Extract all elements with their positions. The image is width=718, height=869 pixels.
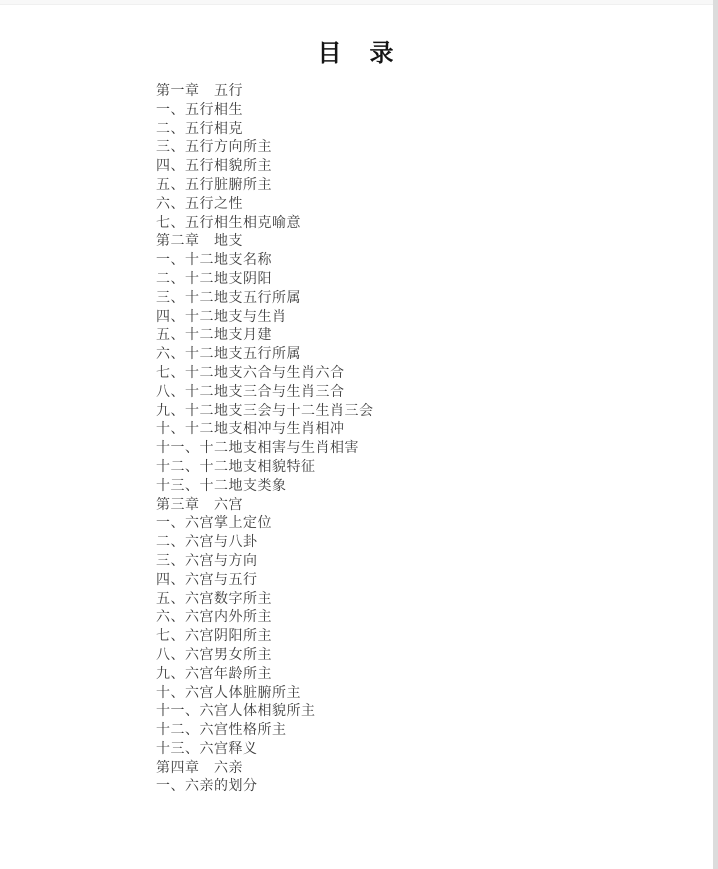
toc-item-line: 六、五行之性 <box>156 196 243 212</box>
toc-item-line: 四、五行相貌所主 <box>156 159 272 175</box>
toc-chapter-line: 第一章 五行 <box>156 84 243 99</box>
toc-item-line: 十一、十二地支相害与生肖相害 <box>156 441 359 457</box>
toc-item-line: 十三、六宫释义 <box>156 741 258 757</box>
toc-item-line: 五、五行脏腑所主 <box>156 177 272 193</box>
toc-item-line: 七、六宫阴阳所主 <box>156 629 272 645</box>
toc-item-line: 四、六宫与五行 <box>156 572 258 588</box>
toc-item-line: 五、六宫数字所主 <box>156 591 272 607</box>
toc-item-line: 一、六宫掌上定位 <box>156 516 272 532</box>
toc-item-line: 二、五行相克 <box>156 121 243 137</box>
toc-chapter-line: 第三章 六宫 <box>156 497 243 513</box>
toc-item-line: 十一、六宫人体相貌所主 <box>156 704 316 720</box>
toc-item-line: 七、五行相生相克喻意 <box>156 215 301 231</box>
toc-item-line: 六、十二地支五行所属 <box>156 347 301 363</box>
toc-item-line: 九、十二地支三会与十二生肖三会 <box>156 403 374 419</box>
toc-item-line: 十二、六宫性格所主 <box>156 723 287 739</box>
toc-item-line: 五、十二地支月建 <box>156 328 272 344</box>
toc-item-line: 三、五行方向所主 <box>156 140 272 156</box>
toc-item-line: 一、六亲的划分 <box>156 779 258 795</box>
page-right-gutter <box>713 0 718 869</box>
toc-list <box>156 83 698 797</box>
toc-item-line: 二、十二地支阴阳 <box>156 271 272 287</box>
page-top-edge <box>0 0 718 5</box>
page-title: 目 录 <box>317 40 396 67</box>
toc-chapter-line: 第四章 六亲 <box>156 760 243 776</box>
toc-item-line: 一、五行相生 <box>156 102 243 118</box>
toc-item-line: 三、十二地支五行所属 <box>156 290 301 306</box>
toc-item-line: 九、六宫年龄所主 <box>156 666 272 682</box>
toc-item-line: 二、六宫与八卦 <box>156 535 258 551</box>
toc-item-line: 八、十二地支三合与生肖三合 <box>156 384 345 400</box>
toc-item-line: 一、十二地支名称 <box>156 253 272 269</box>
toc-item-line: 三、六宫与方向 <box>156 553 258 569</box>
toc-item-line: 十、六宫人体脏腑所主 <box>156 685 301 701</box>
toc-item-line: 十三、十二地支类象 <box>156 478 287 494</box>
toc-item-line: 七、十二地支六合与生肖六合 <box>156 365 345 381</box>
toc-item-line: 四、十二地支与生肖 <box>156 309 287 325</box>
toc-item-line: 十、十二地支相冲与生肖相冲 <box>156 422 345 438</box>
toc-item-line: 六、六宫内外所主 <box>156 610 272 626</box>
toc-item-line: 八、六宫男女所主 <box>156 647 272 663</box>
toc-chapter-line: 第二章 地支 <box>156 234 243 250</box>
toc-item-line: 十二、十二地支相貌特征 <box>156 459 316 475</box>
